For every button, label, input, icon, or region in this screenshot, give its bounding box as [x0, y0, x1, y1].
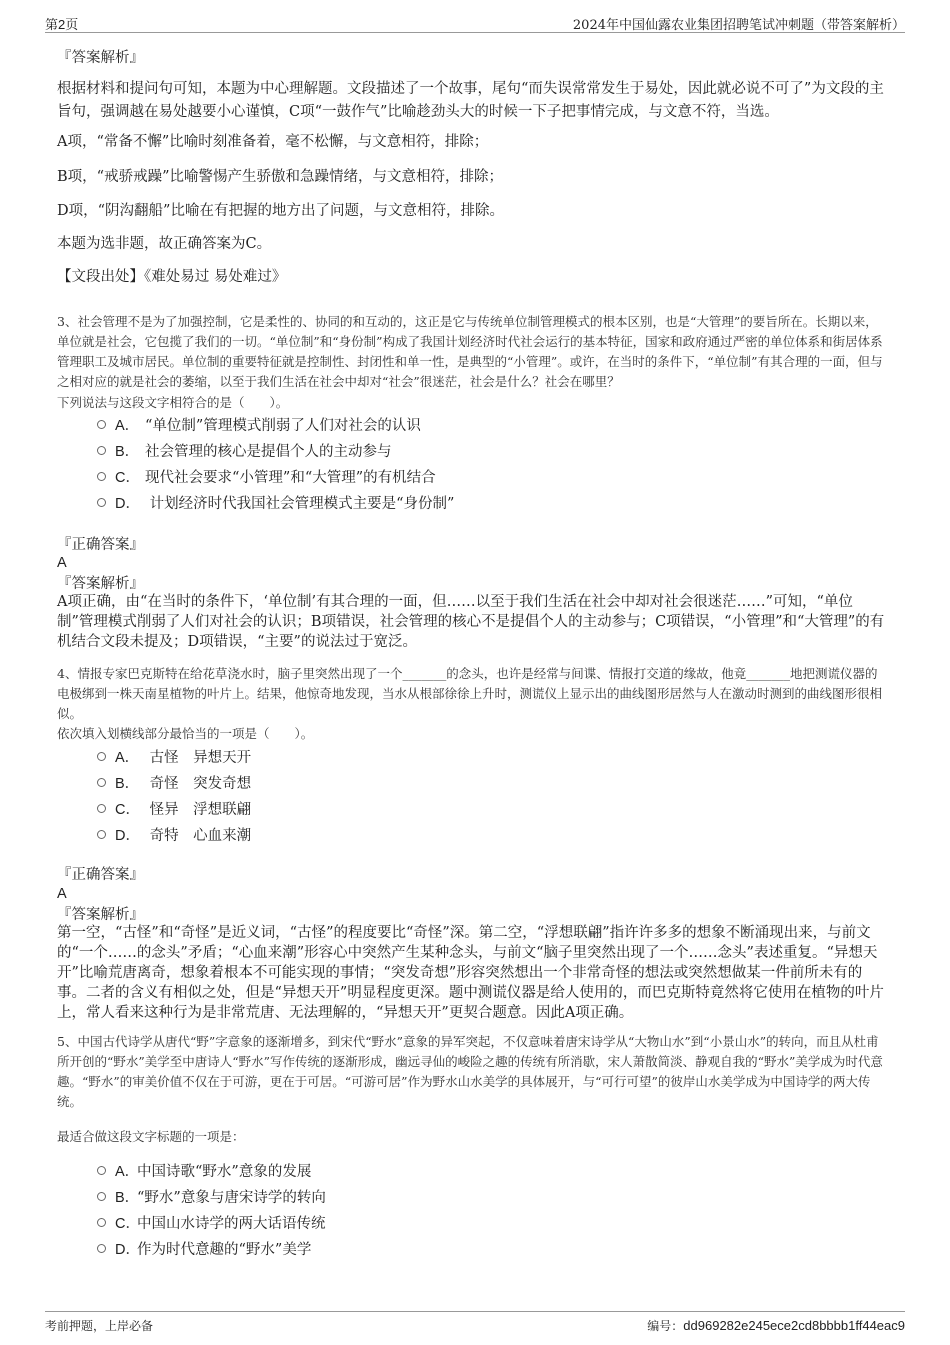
- q4-option-b[interactable]: B． 奇怪 突发奇想: [97, 769, 251, 795]
- q3-option-d[interactable]: D． 计划经济时代我国社会管理模式主要是“身份制”: [97, 489, 454, 515]
- q2-option-d-explanation: D项，“阴沟翻船”比喻在有把握的地方出了问题，与文意相符，排除。: [57, 203, 504, 219]
- radio-icon[interactable]: [97, 830, 106, 839]
- q5-stem: 5、中国古代诗学从唐代“野”字意象的逐渐增多，到宋代“野水”意象的异军突起，不仅意味着唐宋诗学从“大物山水”到“小景山水”的转向，而且从杜甫所开创的“野水”美学至中唐诗人“野水”写作传统的逐渐形成，幽远寻仙的峻险之趣的传统有所消歇，宋人萧散简淡、静观自我的“野水”美学成为时代意趣。“野水”的审美价值不仅在于可游，更在于可居。“可游可居”作为野水山水美学的具体展开，与“可行可望”的彼岸山水美学成为中国诗学的两大传统。: [57, 1034, 883, 1109]
- radio-icon[interactable]: [97, 1218, 106, 1227]
- q3-question: 下列说法与这段文字相符合的是（ ）。: [57, 395, 289, 410]
- q5-option-a[interactable]: A． 中国诗歌“野水”意象的发展: [97, 1157, 326, 1183]
- page-header: [45, 0, 905, 33]
- code-label: 编号：: [647, 1319, 684, 1333]
- q5-option-d[interactable]: D． 作为时代意趣的“野水”美学: [97, 1235, 326, 1261]
- q5-option-c[interactable]: C． 中国山水诗学的两大话语传统: [97, 1209, 326, 1235]
- radio-icon[interactable]: [97, 420, 106, 429]
- q3-answer-tag: 『正确答案』: [57, 537, 144, 553]
- q4-answer-tag: 『正确答案』: [57, 867, 144, 883]
- radio-icon[interactable]: [97, 1244, 106, 1253]
- q4-analysis: 第一空，“古怪”和“奇怪”是近义词，“古怪”的程度要比“奇怪”深。第二空，“浮想联翩”指许许多多的想象不断涌现出来，与前文的“一个……的念头”矛盾；“心血来潮”形容心中突然产生某种念头，与前文“脑子里突然出现了一个……念头”表述重复。“异想天开”比喻荒唐离奇，想象着根本不可能实现的事情；“突发奇想”形容突然想出一个非常奇怪的想法或突然想做某一件前所未有的事。二者的含义有相似之处，但是“异想天开”明显程度更深。题中测谎仪器是给人使用的，而巴克斯特竟然将它使用在植物的叶片上，常人看来这种行为是非常荒唐、无法理解的，“异想天开”更契合题意。因此A项正确。: [57, 925, 884, 1021]
- q5-question: 最适合做这段文字标题的一项是：: [57, 1129, 245, 1144]
- q3-option-c[interactable]: C． 现代社会要求“小管理”和“大管理”的有机结合: [97, 463, 454, 489]
- q2-analysis-tag: 『答案解析』: [57, 50, 144, 66]
- radio-icon[interactable]: [97, 778, 106, 787]
- q2-option-a-explanation: A项，“常备不懈”比喻时刻准备着，毫不松懈，与文意相符，排除；: [57, 134, 489, 150]
- q4-question: 依次填入划横线部分最恰当的一项是（ ）。: [57, 726, 314, 741]
- radio-icon[interactable]: [97, 804, 106, 813]
- q5-options: [97, 1157, 326, 1261]
- radio-icon[interactable]: [97, 1166, 106, 1175]
- page-number: 第2页: [45, 17, 79, 32]
- document-code: [647, 1317, 905, 1334]
- document-title: 2024年中国仙露农业集团招聘笔试冲刺题（带答案解析）: [572, 18, 905, 33]
- q2-source: 【文段出处】《难处易过 易处难过》: [57, 269, 287, 285]
- q2-option-b-explanation: B项，“戒骄戒躁”比喻警惕产生骄傲和急躁情绪，与文意相符，排除；: [57, 169, 503, 185]
- q3-options: [97, 411, 454, 515]
- q4-option-a[interactable]: A． 古怪 异想天开: [97, 743, 251, 769]
- q2-conclusion: 本题为选非题，故正确答案为C。: [57, 236, 272, 252]
- radio-icon[interactable]: [97, 472, 106, 481]
- radio-icon[interactable]: [97, 1192, 106, 1201]
- q3-stem: 3、社会管理不是为了加强控制，它是柔性的、协同的和互动的，这正是它与传统单位制管理模式的根本区别，也是“大管理”的要旨所在。长期以来，单位就是社会，它包揽了我们的一切。“单位制”和“身份制”构成了我国计划经济时代社会运行的基本特征，国家和政府通过严密的单位体系和街居体系管理职工及城市居民。单位制的重要特征就是控制性、封闭性和单一性，是典型的“小管理”。或许，在当时的条件下，“单位制”有其合理的一面，但与之相对应的就是社会的萎缩，以至于我们生活在社会中却对“社会”很迷茫，社会是什么？社会在哪里？: [57, 314, 883, 389]
- q3-analysis-tag: 『答案解析』: [57, 576, 144, 592]
- radio-icon[interactable]: [97, 498, 106, 507]
- q3-answer: A: [57, 555, 67, 571]
- q3-option-a[interactable]: A． “单位制”管理模式削弱了人们对社会的认识: [97, 411, 454, 437]
- q5-option-b[interactable]: B． “野水”意象与唐宋诗学的转向: [97, 1183, 326, 1209]
- footer-slogan: 考前押题，上岸必备: [45, 1319, 154, 1333]
- q4-options: [97, 743, 251, 847]
- q4-answer: A: [57, 886, 67, 902]
- radio-icon[interactable]: [97, 752, 106, 761]
- radio-icon[interactable]: [97, 446, 106, 455]
- q3-option-b[interactable]: B． 社会管理的核心是提倡个人的主动参与: [97, 437, 454, 463]
- q4-option-d[interactable]: D． 奇特 心血来潮: [97, 821, 251, 847]
- q4-option-c[interactable]: C． 怪异 浮想联翩: [97, 795, 251, 821]
- q4-analysis-tag: 『答案解析』: [57, 907, 144, 923]
- page-footer: [45, 1311, 905, 1333]
- q4-stem: 4、情报专家巴克斯特在给花草浇水时，脑子里突然出现了一个_______的念头，也许是经常与间谍、情报打交道的缘故，他竟_______地把测谎仪器的电极绑到一株天南星植物的叶片上。结果，他惊奇地发现，当水从根部徐徐上升时，测谎仪上显示出的曲线图形居然与人在激动时测到的曲线图形很相似。: [57, 666, 883, 721]
- code-value: dd969282e245ece2cd8bbbb1ff44eac9: [683, 1318, 905, 1333]
- q2-analysis-paragraph: 根据材料和提问句可知，本题为中心理解题。文段描述了一个故事，尾句“而失误常常发生于易处，因此就必说不可了”为文段的主旨句，强调越在易处越要小心谨慎，C项“一鼓作气”比喻趁劲头大的时候一下子把事情完成，与文意不符，当选。: [57, 81, 884, 120]
- q3-analysis: A项正确，由“在当时的条件下，‘单位制’有其合理的一面，但……以至于我们生活在社会中却对社会很迷茫……”可知，“单位制”管理模式削弱了人们对社会的认识；B项错误，社会管理的核心不是提倡个人的主动参与；C项错误，“小管理”和“大管理”的有机结合文段未提及；D项错误，“主要”的说法过于宽泛。: [57, 594, 885, 650]
